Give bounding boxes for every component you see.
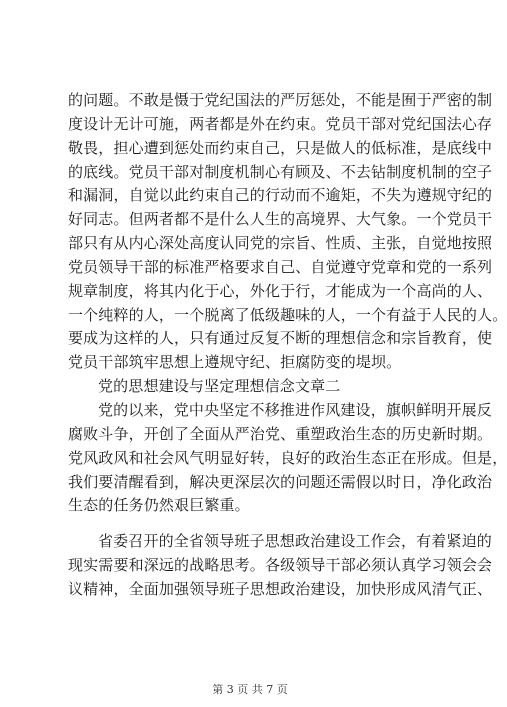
text-line: 一个纯粹的人，一个脱离了低级趣味的人，一个有益于人民的人。 [68,305,507,324]
text-line: 党的以来，党中央坚定不移推进作风建设，旗帜鲜明开展反 [98,400,492,419]
section-title: 党的思想建设与坚定理想信念文章二 [98,377,341,396]
text-line: 党员干部筑牢思想上遵规守纪、拒腐防变的堤坝。 [68,353,402,372]
text-line: 和漏洞，自觉以此约束自己的行动而不逾矩，不失为遵规守纪的 [68,186,493,205]
text-line: 我们要清醒看到，解决更深层次的问题还需假以时日，净化政治 [68,472,493,491]
text-line: 的问题。不敢是慑于党纪国法的严厉惩处，不能是囿于严密的制 [68,91,493,109]
text-line: 党员领导干部的标准严格要求自己、自觉遵守党章和党的一系列 [68,257,493,276]
paragraph-2 [68,399,507,518]
text-line: 要成为这样的人，只有通过反复不断的理想信念和宗旨教育，使 [68,329,493,348]
text-line: 生态的任务仍然艰巨繁重。 [68,496,250,515]
text-line: 议精神，全面加强领导班子思想政治建设，加快形成风清气正、 [68,579,493,598]
paragraph-1 [68,89,507,375]
text-line: 部只有从内心深处高度认同党的宗旨、性质、主张，自觉地按照 [68,234,493,253]
text-line: 腐败斗争，开创了全面从严治党、重塑政治生态的历史新时期。 [68,424,493,443]
text-line: 的底线。党员干部对制度机制心有顾及、不去钻制度机制的空子 [68,162,493,181]
text-line: 省委召开的全省领导班子思想政治建设工作会，有着紧迫的 [98,532,492,551]
text-line: 度设计无计可施，两者都是外在约束。党员干部对党纪国法心存 [68,114,493,133]
page-number-footer: 第 3 页 共 7 页 [212,683,288,696]
text-line: 规章制度，将其内化于心，外化于行，才能成为一个高尚的人、 [68,281,493,300]
text-line: 敬畏，担心遭到惩处而约束自己，只是做人的低标准，是底线中 [68,138,493,157]
paragraph-3 [68,530,493,602]
text-line: 党风政风和社会风气明显好转，良好的政治生态正在形成。但是， [68,448,507,467]
document-body [68,89,507,602]
text-line: 好同志。但两者都不是什么人生的高境界、大气象。一个党员干 [68,210,493,229]
paragraph-spacer [68,518,440,530]
text-line: 现实需要和深远的战略思考。各级领导干部必须认真学习领会会 [68,556,493,575]
